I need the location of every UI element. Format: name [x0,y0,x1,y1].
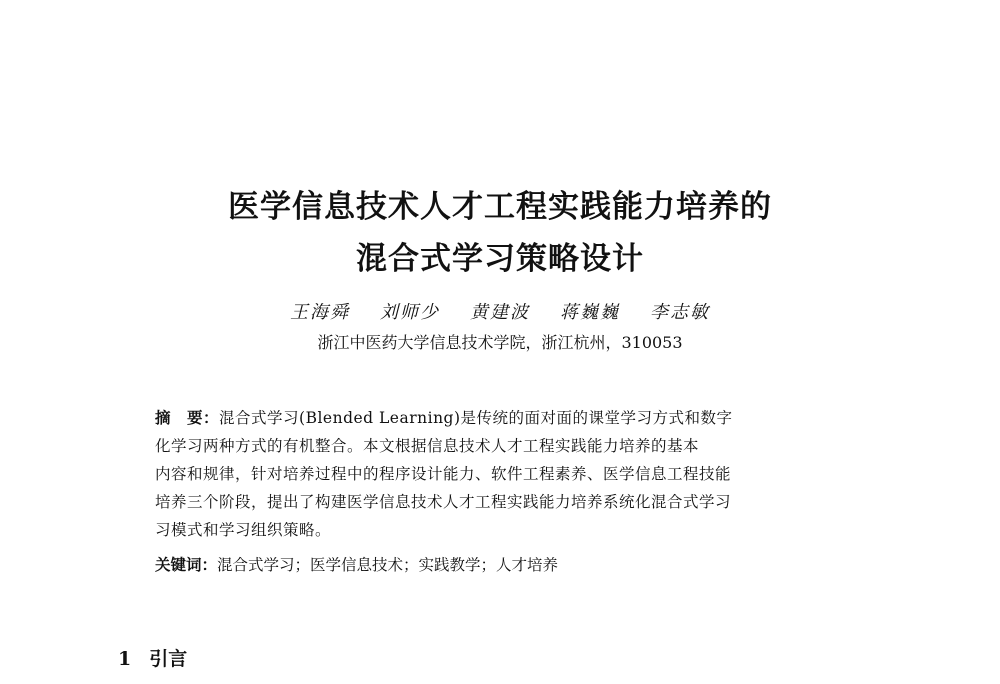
abstract-line: 培养三个阶段，提出了构建医学信息技术人才工程实践能力培养系统化混合式学习 [155,493,732,511]
keywords-label: 关键词： [155,556,218,574]
section-number: 1 [118,648,132,670]
author-list [0,298,1000,324]
author-name: 王海舜 [290,302,350,323]
abstract-text: 混合式学习(Blended Learning)是传统的面对面的课堂学习方式和数字 [219,409,733,427]
section-title: 引言 [149,648,188,670]
author-name: 蒋巍巍 [560,302,620,323]
keywords-text: 混合式学习；医学信息技术；实践教学；人才培养 [217,556,559,574]
abstract-line: 习模式和学习组织策略。 [155,521,332,539]
author-name: 刘师少 [380,302,440,323]
abstract-line: 化学习两种方式的有机整合。本文根据信息技术人才工程实践能力培养的基本 [155,437,700,455]
abstract-label: 摘 要： [155,409,220,427]
paper-title-line-1: 医学信息技术人才工程实践能力培养的 [228,189,772,225]
abstract-line: 内容和规律，针对培养过程中的程序设计能力、软件工程素养、医学信息工程技能 [155,465,732,483]
author-name: 李志敏 [650,302,710,323]
author-name: 黄建波 [470,302,530,323]
keywords-line [155,553,558,575]
abstract-line [155,404,867,432]
author-affiliation: 浙江中医药大学信息技术学院，浙江杭州，310053 [317,333,683,352]
section-heading [118,644,187,671]
abstract-block [155,404,867,544]
paper-title-line-2: 混合式学习策略设计 [356,241,644,277]
